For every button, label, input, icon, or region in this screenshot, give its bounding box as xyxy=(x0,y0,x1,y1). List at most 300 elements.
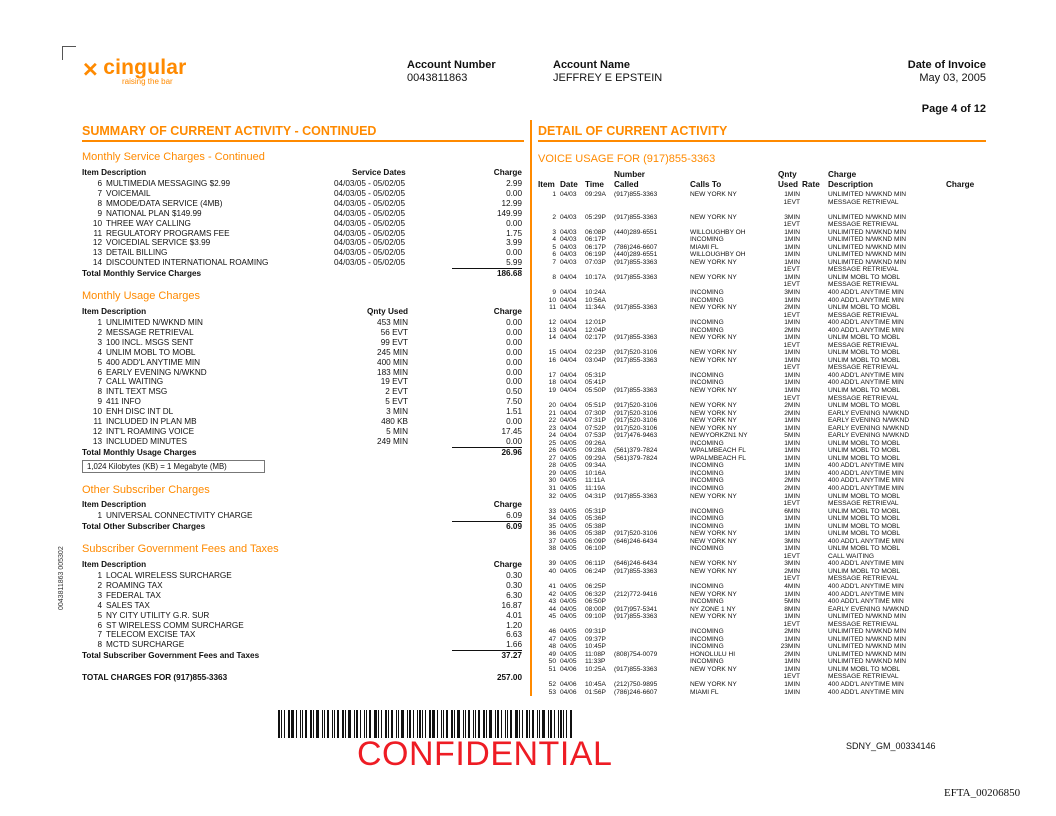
number-called: (917)855-3363 xyxy=(614,387,658,394)
charge: 2.99 xyxy=(506,179,522,188)
call-time: 06:11P xyxy=(585,560,606,568)
barcode-bar xyxy=(529,710,530,738)
usage-description: UNLIM MOBL TO MOBL xyxy=(828,349,901,357)
usage-description: 400 ADD'L ANYTIME MIN xyxy=(828,379,904,387)
calls-to: HONOLULU HI xyxy=(690,650,736,658)
item-number: 32 xyxy=(548,492,556,500)
item-description: VOICEDIAL SERVICE $3.99 xyxy=(106,238,211,248)
usage-description: UNLIMITED N/WKND MIN xyxy=(828,236,907,244)
item-number: 15 xyxy=(548,349,556,357)
table-row xyxy=(82,407,522,417)
calls-to: WILLOUGHBY OH xyxy=(690,228,746,236)
call-row xyxy=(538,455,988,462)
call-time: 05:50P xyxy=(585,387,606,394)
call-row xyxy=(538,214,988,221)
call-time: 12:04P xyxy=(585,326,606,334)
qty-used: 1EVT xyxy=(783,673,800,681)
call-date: 04/05 xyxy=(560,522,577,530)
account-name: JEFFREY E EPSTEIN xyxy=(553,72,663,84)
calls-to: NEWYORKZN1 NY xyxy=(690,432,748,440)
item-description: FEDERAL TAX xyxy=(106,590,161,600)
qty-used: 1EVT xyxy=(783,394,800,402)
barcode-bar xyxy=(332,710,333,738)
logo-tagline: raising the bar xyxy=(122,77,173,86)
call-row xyxy=(538,462,988,469)
call-time: 10:24A xyxy=(585,289,606,296)
qty-used: 2MIN xyxy=(784,477,800,485)
total-label: Total Subscriber Government Fees and Taxes xyxy=(82,651,260,661)
call-time: 11:11A xyxy=(585,477,605,485)
col-item: Item Description xyxy=(82,168,147,177)
calls-to: NEW YORK NY xyxy=(690,409,737,417)
item-number: 6 xyxy=(552,251,556,259)
barcode-bar xyxy=(432,710,435,738)
number-called: (646)246-6434 xyxy=(614,537,658,545)
barcode-bar xyxy=(378,710,379,738)
qty-used: 1MIN xyxy=(784,469,800,477)
item-number: 7 xyxy=(552,258,556,266)
item-number: 20 xyxy=(548,402,556,409)
qty-used: 480 KB xyxy=(381,417,408,426)
barcode-bar xyxy=(284,710,285,738)
qty-used: 1MIN xyxy=(784,296,800,304)
barcode-bar xyxy=(381,710,382,738)
barcode-bar xyxy=(441,710,442,738)
item-number: 12 xyxy=(548,319,556,327)
charge: 0.00 xyxy=(506,347,522,357)
col-service-dates: Service Dates xyxy=(352,168,406,177)
usage-description: 400 ADD'L ANYTIME MIN xyxy=(828,326,904,334)
total-row xyxy=(82,269,522,279)
barcode-bar xyxy=(532,710,534,738)
item-number: 1 xyxy=(97,511,102,520)
calls-to: INCOMING xyxy=(690,477,724,485)
calls-to: NEW YORK NY xyxy=(690,191,737,198)
call-row xyxy=(538,613,988,620)
barcode-bar xyxy=(322,710,323,738)
charge: 149.99 xyxy=(496,208,522,218)
call-row xyxy=(538,327,988,334)
detail-header-2 xyxy=(538,180,988,190)
item-description: DETAIL BILLING xyxy=(106,248,168,258)
call-time: 09:29A xyxy=(585,454,606,462)
calls-to: INCOMING xyxy=(690,319,724,327)
call-row xyxy=(538,621,988,628)
usage-description: UNLIM MOBL TO MOBL xyxy=(828,522,901,530)
account-number: 0043811863 xyxy=(407,72,468,84)
charge: 17.45 xyxy=(501,426,522,436)
item-number: 7 xyxy=(97,188,102,198)
qty-used: 1MIN xyxy=(784,522,800,530)
table-row xyxy=(82,427,522,437)
table-row xyxy=(82,591,522,601)
col-item: Item Description xyxy=(82,500,147,509)
barcode-bar xyxy=(398,710,399,738)
call-date: 04/05 xyxy=(560,515,577,523)
number-called: (917)855-3363 xyxy=(614,492,658,500)
number-called: (561)379-7824 xyxy=(614,454,658,462)
qty-used: 1MIN xyxy=(784,319,800,327)
qty-used: 245 MIN xyxy=(377,347,408,357)
calls-to: NEW YORK NY xyxy=(690,349,737,357)
charge: 0.00 xyxy=(506,218,522,228)
usage-description: MESSAGE RETRIEVAL xyxy=(828,500,899,507)
item-number: 43 xyxy=(548,598,556,605)
calls-to: INCOMING xyxy=(690,379,724,387)
table-row xyxy=(82,621,522,631)
qty-used: 1MIN xyxy=(784,680,800,688)
barcode-bar xyxy=(489,710,492,738)
number-called: (786)246-6607 xyxy=(614,688,658,696)
table-row xyxy=(82,387,522,397)
barcode-bar xyxy=(505,710,506,738)
barcode-bar xyxy=(550,710,552,738)
barcode-bar xyxy=(443,710,444,738)
item-description: 400 ADD'L ANYTIME MIN xyxy=(106,357,201,367)
number-called: (646)246-6434 xyxy=(614,560,658,568)
calls-to: INCOMING xyxy=(690,326,724,334)
call-row xyxy=(538,349,988,356)
total-row xyxy=(82,522,522,532)
item-number: 9 xyxy=(97,208,102,218)
charge: 0.00 xyxy=(506,327,522,337)
call-row xyxy=(538,598,988,605)
charge: 1.20 xyxy=(506,620,522,630)
call-row xyxy=(538,651,988,658)
number-called: (786)246-6607 xyxy=(614,243,658,251)
table-row xyxy=(82,571,522,581)
barcode xyxy=(278,710,578,738)
col-item: Item Description xyxy=(82,560,147,569)
qty-used: 3MIN xyxy=(784,289,800,296)
col-calls-to: Calls To xyxy=(690,180,722,189)
item-description: UNLIM MOBL TO MOBL xyxy=(106,347,196,357)
usage-description: UNLIM MOBL TO MOBL xyxy=(828,439,901,447)
qty-used: 400 MIN xyxy=(377,357,408,367)
barcode-bar xyxy=(446,710,448,738)
item-number: 3 xyxy=(97,337,102,347)
call-time: 09:34A xyxy=(585,462,606,470)
qty-used: 1MIN xyxy=(784,688,800,696)
calls-to: WPALMBEACH FL xyxy=(690,454,746,462)
barcode-bar xyxy=(327,710,329,738)
col-charge: Charge xyxy=(493,307,522,316)
calls-to: INCOMING xyxy=(690,545,724,553)
qty-used: 183 MIN xyxy=(377,367,408,377)
barcode-bar xyxy=(526,710,528,738)
table-row xyxy=(82,238,522,248)
charge: 0.30 xyxy=(506,580,522,590)
service-dates: 04/03/05 - 05/02/05 xyxy=(334,258,406,268)
qty-used: 1EVT xyxy=(783,575,800,583)
call-time: 10:17A xyxy=(585,273,606,281)
call-row xyxy=(538,515,988,522)
qty-used: 2MIN xyxy=(784,628,800,636)
number-called: (212)750-9895 xyxy=(614,680,658,688)
call-date: 04/03 xyxy=(560,236,577,244)
item-number: 11 xyxy=(93,228,102,238)
qty-used: 1MIN xyxy=(784,371,800,379)
calls-to: NEW YORK NY xyxy=(690,590,737,598)
call-date: 04/04 xyxy=(560,371,577,379)
item-description: MULTIMEDIA MESSAGING $2.99 xyxy=(106,179,231,188)
item-description: DISCOUNTED INTERNATIONAL ROAMING xyxy=(106,258,269,268)
item-number: 25 xyxy=(548,439,556,447)
call-date: 04/04 xyxy=(560,334,577,342)
call-row xyxy=(538,417,988,424)
table-row xyxy=(82,377,522,387)
barcode-bar xyxy=(457,710,460,738)
calls-to: INCOMING xyxy=(690,515,724,523)
call-time: 06:17P xyxy=(585,243,606,251)
call-time: 10:45P xyxy=(585,643,606,651)
logo-word: cingular xyxy=(103,56,187,79)
call-date: 04/05 xyxy=(560,605,577,613)
call-row xyxy=(538,259,988,266)
table-row xyxy=(82,229,522,239)
call-time: 10:25A xyxy=(585,665,606,673)
item-number: 49 xyxy=(548,650,556,658)
qty-used: 1MIN xyxy=(784,387,800,394)
call-date: 04/05 xyxy=(560,658,577,666)
item-number: 13 xyxy=(92,248,102,258)
usage-description: EARLY EVENING N/WKND xyxy=(828,417,910,425)
item-number: 2 xyxy=(97,580,102,590)
barcode-bar xyxy=(334,710,335,738)
call-row xyxy=(538,244,988,251)
calls-to: NEW YORK NY xyxy=(690,613,737,621)
qty-used: 1EVT xyxy=(783,364,800,372)
item-number: 24 xyxy=(548,432,556,440)
calls-to: NEW YORK NY xyxy=(690,680,737,688)
calls-to: NEW YORK NY xyxy=(690,213,737,221)
call-row xyxy=(538,281,988,288)
item-description: 100 INCL. MSGS SENT xyxy=(106,337,194,347)
call-time: 07:31P xyxy=(585,417,606,425)
usage-description: MESSAGE RETRIEVAL xyxy=(828,281,899,289)
call-time: 07:03P xyxy=(585,258,606,266)
barcode-bar xyxy=(425,710,426,738)
usage-description: UNLIM MOBL TO MOBL xyxy=(828,515,901,523)
invoice-date-label: Date of Invoice xyxy=(907,59,986,71)
col-time: Time xyxy=(585,180,604,189)
call-time: 06:10P xyxy=(585,545,606,553)
usage-description: EARLY EVENING N/WKND xyxy=(828,409,910,417)
barcode-bar xyxy=(281,710,282,738)
call-time: 07:52P xyxy=(585,424,606,432)
col-used: Used xyxy=(778,180,799,189)
call-time: 10:45A xyxy=(585,680,606,688)
number-called: (808)754-0079 xyxy=(614,650,658,658)
summary-title: SUMMARY OF CURRENT ACTIVITY - CONTINUED xyxy=(82,124,377,138)
call-time: 05:41P xyxy=(585,379,606,387)
calls-to: INCOMING xyxy=(690,507,724,515)
table-row xyxy=(82,199,522,209)
usage-description: UNLIMITED N/WKND MIN xyxy=(828,635,907,643)
usage-description: UNLIM MOBL TO MOBL xyxy=(828,545,901,553)
call-row xyxy=(538,402,988,409)
table-row xyxy=(82,338,522,348)
item-number: 3 xyxy=(97,590,102,600)
qty-used: 3MIN xyxy=(784,213,800,221)
call-date: 04/04 xyxy=(560,326,577,334)
usage-description: UNLIMITED N/WKND MIN xyxy=(828,213,907,221)
col-item: Item xyxy=(538,180,555,189)
charge: 0.00 xyxy=(506,417,522,426)
qty-used: 1MIN xyxy=(784,349,800,357)
calls-to: INCOMING xyxy=(690,289,724,296)
barcode-bar xyxy=(288,710,290,738)
number-called: (917)520-3106 xyxy=(614,349,658,357)
item-number: 51 xyxy=(548,665,556,673)
detail-title: DETAIL OF CURRENT ACTIVITY xyxy=(538,124,728,138)
call-time: 06:25P xyxy=(585,582,606,590)
calls-to: INCOMING xyxy=(690,598,724,605)
call-row xyxy=(538,440,988,447)
calls-to: INCOMING xyxy=(690,658,724,666)
barcode-bar xyxy=(302,710,303,738)
call-row xyxy=(538,681,988,688)
cingular-x-icon: ✕ xyxy=(82,59,99,82)
call-time: 10:56A xyxy=(585,296,606,304)
call-time: 02:23P xyxy=(585,349,606,357)
item-number: 1 xyxy=(552,191,556,198)
call-time: 06:08P xyxy=(585,228,606,236)
table-row xyxy=(82,417,522,427)
call-row xyxy=(538,372,988,379)
usage-description: MESSAGE RETRIEVAL xyxy=(828,341,899,349)
col-charge: Charge xyxy=(493,168,522,177)
call-time: 06:19P xyxy=(585,251,606,259)
item-number: 21 xyxy=(548,409,556,417)
kb-note: 1,024 Kilobytes (KB) = 1 Megabyte (MB) xyxy=(82,460,265,473)
calls-to: MIAMI FL xyxy=(690,243,719,251)
calls-to: NEW YORK NY xyxy=(690,665,737,673)
call-row xyxy=(538,470,988,477)
table-row xyxy=(82,581,522,591)
item-number: 52 xyxy=(548,680,556,688)
charge: 1.75 xyxy=(506,228,522,238)
grand-total-row xyxy=(82,673,522,683)
call-time: 11:33P xyxy=(585,658,606,666)
item-number: 28 xyxy=(548,462,556,470)
usage-description: 400 ADD'L ANYTIME MIN xyxy=(828,590,904,598)
qty-used: 1MIN xyxy=(784,515,800,523)
invoice-date: May 03, 2005 xyxy=(919,72,986,84)
col-rate: Rate xyxy=(802,180,820,189)
item-description: UNIVERSAL CONNECTIVITY CHARGE xyxy=(106,511,253,520)
call-time: 09:29A xyxy=(585,191,606,198)
call-row xyxy=(538,575,988,582)
call-time: 02:17P xyxy=(585,334,606,342)
qty-used: 1EVT xyxy=(783,500,800,507)
call-row xyxy=(538,319,988,326)
item-description: LOCAL WIRELESS SURCHARGE xyxy=(106,571,232,580)
item-number: 34 xyxy=(548,515,556,523)
call-time: 09:37P xyxy=(585,635,606,643)
call-row xyxy=(538,266,988,273)
call-date: 04/04 xyxy=(560,356,577,364)
call-time: 05:31P xyxy=(585,507,606,515)
qty-used: 2MIN xyxy=(784,567,800,575)
call-date: 04/05 xyxy=(560,447,577,455)
col-qnty: Qnty xyxy=(778,170,797,179)
call-row xyxy=(538,395,988,402)
calls-to: NEW YORK NY xyxy=(690,273,737,281)
item-number: 7 xyxy=(97,377,102,387)
calls-to: NEW YORK NY xyxy=(690,356,737,364)
qty-used: 2MIN xyxy=(784,402,800,409)
account-name-label: Account Name xyxy=(553,59,631,71)
item-number: 23 xyxy=(548,424,556,432)
number-called: (917)476-9463 xyxy=(614,432,658,440)
total-value: 26.96 xyxy=(501,447,522,457)
usage-description: UNLIM MOBL TO MOBL xyxy=(828,304,901,312)
call-row xyxy=(538,689,988,696)
call-time: 06:50P xyxy=(585,598,606,605)
calls-to: NEW YORK NY xyxy=(690,258,737,266)
number-called: (917)520-3106 xyxy=(614,409,658,417)
service-dates: 04/03/05 - 05/02/05 xyxy=(334,208,406,218)
qty-used: 3MIN xyxy=(784,560,800,568)
charge: 0.00 xyxy=(506,188,522,198)
call-date: 04/06 xyxy=(560,688,577,696)
qty-used: 6MIN xyxy=(784,507,800,515)
usage-description: 400 ADD'L ANYTIME MIN xyxy=(828,319,904,327)
qty-used: 1EVT xyxy=(783,341,800,349)
call-row xyxy=(538,236,988,243)
call-time: 10:16A xyxy=(585,469,606,477)
usage-description: UNLIM MOBL TO MOBL xyxy=(828,530,901,538)
item-description: THREE WAY CALLING xyxy=(106,218,191,228)
number-called: (917)520-3106 xyxy=(614,402,658,409)
item-number: 39 xyxy=(548,560,556,568)
usage-description: UNLIM MOBL TO MOBL xyxy=(828,492,901,500)
table-row xyxy=(82,511,522,521)
call-date: 04/03 xyxy=(560,228,577,236)
item-number: 13 xyxy=(548,326,556,334)
qty-used: 5 EVT xyxy=(385,397,408,407)
call-row xyxy=(538,643,988,650)
call-date: 04/04 xyxy=(560,424,577,432)
qty-used: 23MIN xyxy=(780,643,800,651)
table-row xyxy=(82,397,522,407)
service-dates: 04/03/05 - 05/02/05 xyxy=(334,179,406,188)
call-row xyxy=(538,206,988,213)
calls-to: INCOMING xyxy=(690,628,724,636)
call-row xyxy=(538,591,988,598)
barcode-bar xyxy=(348,710,351,738)
item-number: 4 xyxy=(552,236,556,244)
item-number: 1 xyxy=(97,571,102,580)
call-time: 06:32P xyxy=(585,590,606,598)
col-charge: Charge xyxy=(493,560,522,569)
service-dates: 04/03/05 - 05/02/05 xyxy=(334,188,406,198)
usage-description: 400 ADD'L ANYTIME MIN xyxy=(828,582,904,590)
item-description: INTL TEXT MSG xyxy=(106,387,168,397)
charge: 0.00 xyxy=(506,318,522,327)
barcode-bar xyxy=(324,710,325,738)
call-date: 04/05 xyxy=(560,545,577,553)
table-row xyxy=(82,640,522,650)
barcode-bar xyxy=(473,710,474,738)
calls-to: WPALMBEACH FL xyxy=(690,447,746,455)
col-qty: Qnty Used xyxy=(367,307,408,316)
barcode-bar xyxy=(437,710,438,738)
call-date: 04/06 xyxy=(560,665,577,673)
call-date: 04/04 xyxy=(560,417,577,425)
call-row xyxy=(538,289,988,296)
